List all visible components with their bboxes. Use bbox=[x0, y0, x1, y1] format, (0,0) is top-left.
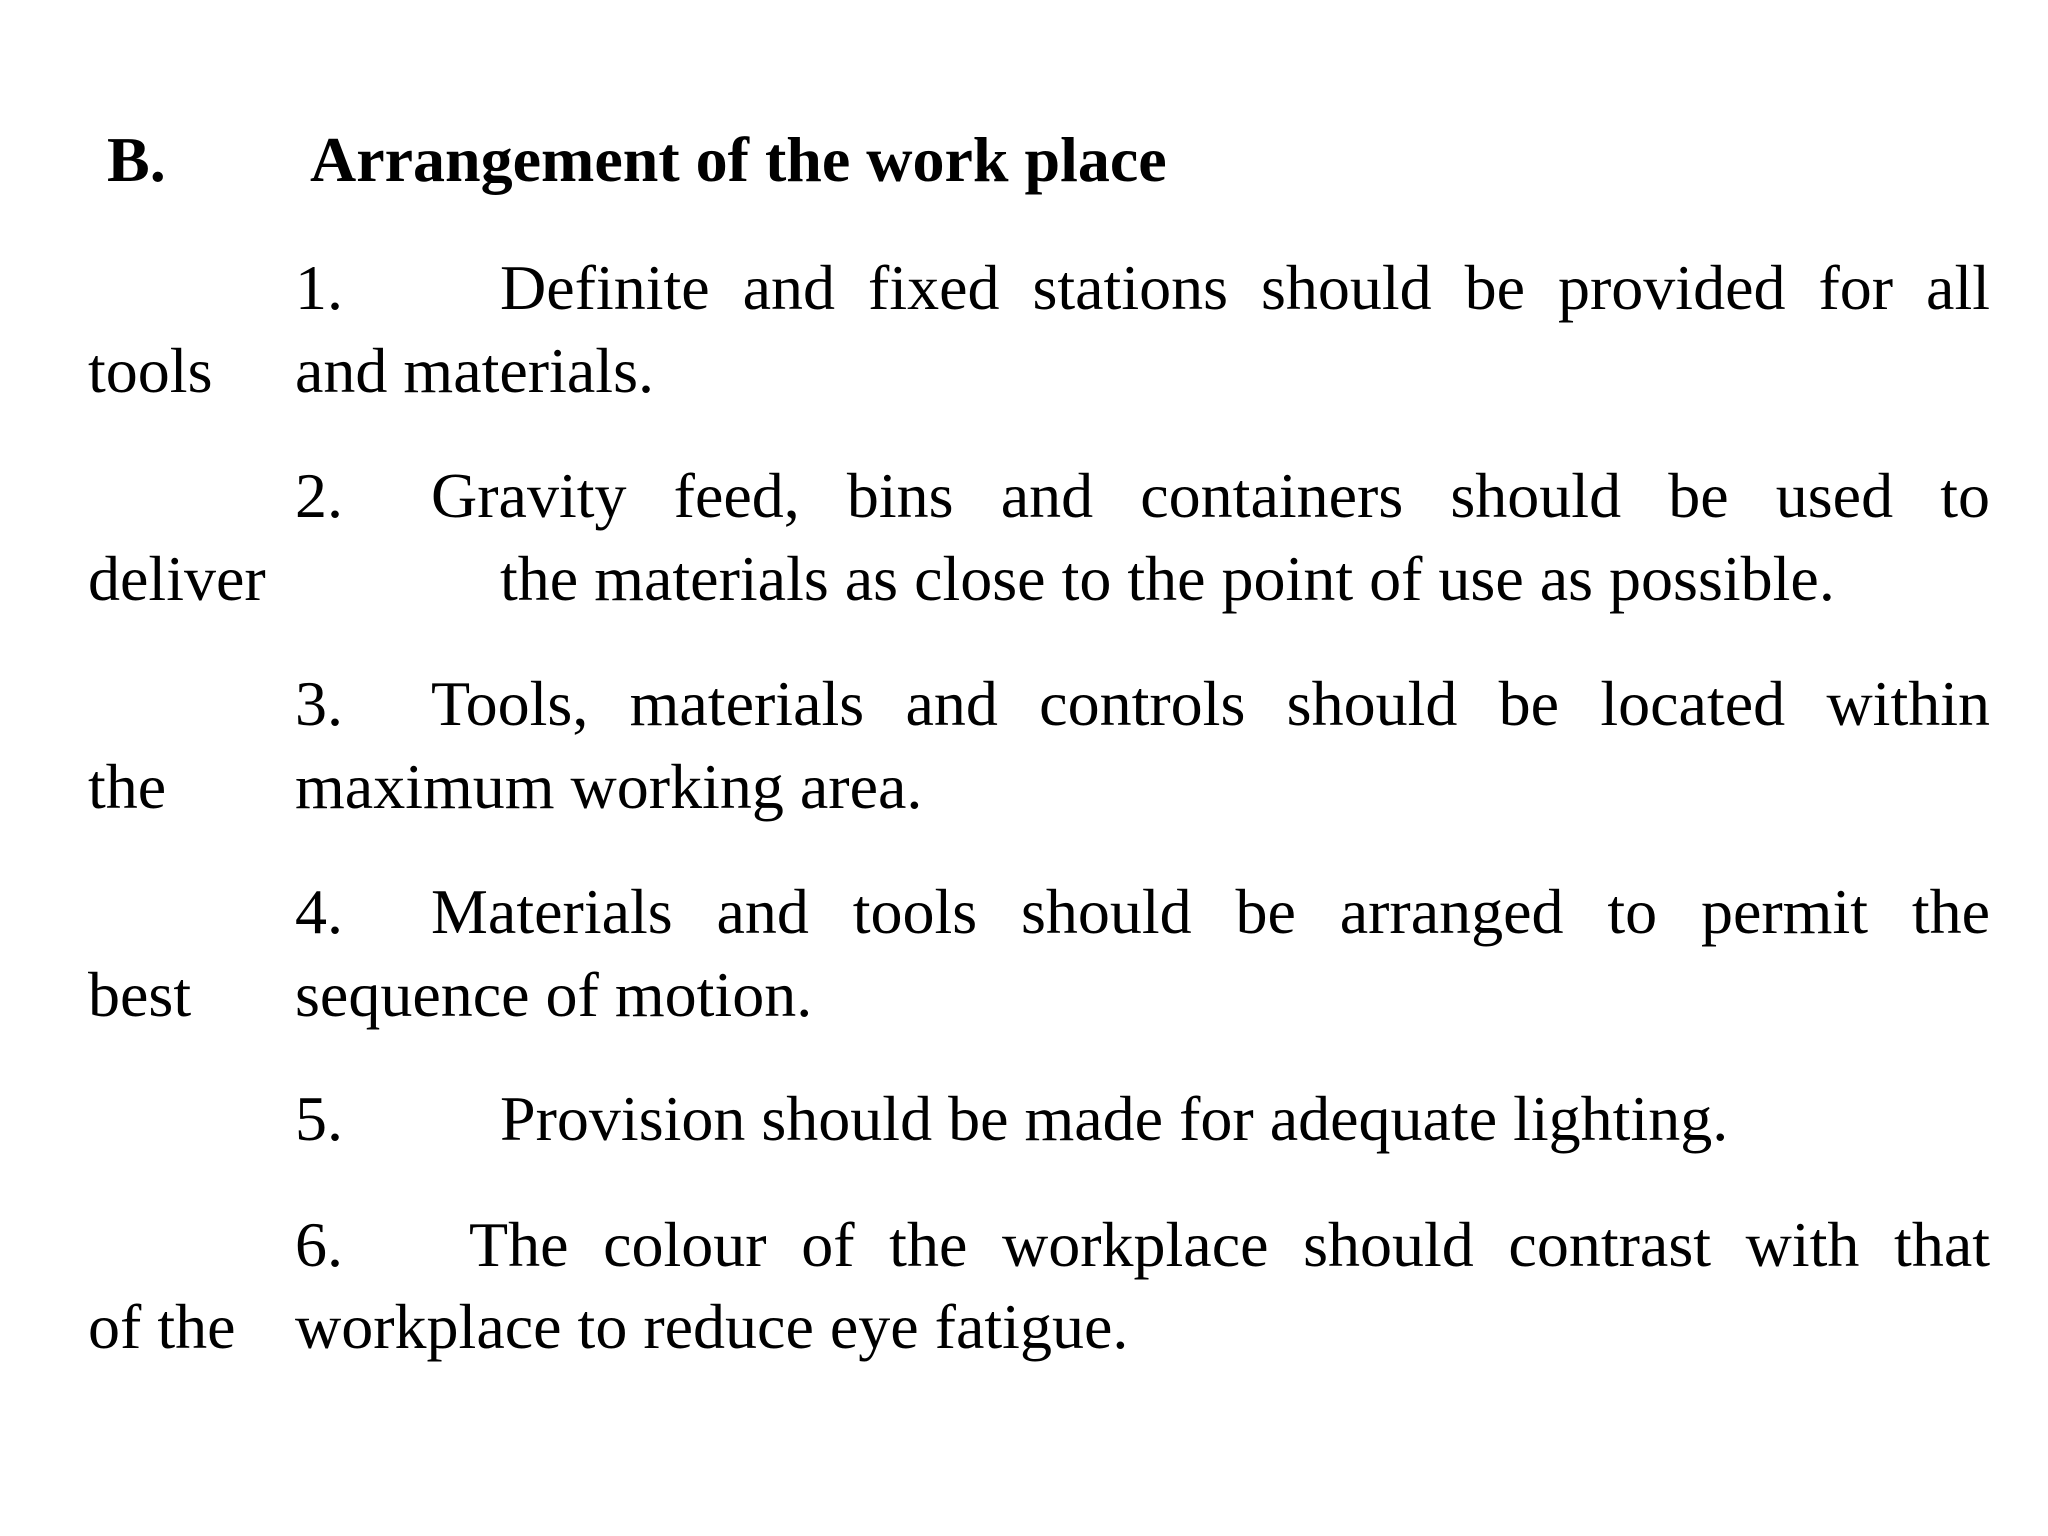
item-text-line-2: and materials. bbox=[295, 335, 654, 406]
item-carry-word: of the bbox=[88, 1291, 236, 1362]
item-text-line-1: Tools, materials and controls should be located within bbox=[431, 668, 1990, 739]
item-carry-word: best bbox=[88, 959, 192, 1030]
item-number: 5. bbox=[295, 1083, 343, 1154]
item-text-line-1: Definite and fixed stations should be provided for all bbox=[500, 252, 1990, 323]
item-carry-word: deliver bbox=[88, 543, 266, 614]
item-text-line-1: Gravity feed, bins and containers should be used to bbox=[431, 460, 1990, 531]
item-text-line-1: Provision should be made for adequate lighting. bbox=[500, 1083, 1729, 1154]
item-text-line-1: The colour of the workplace should contrast with that bbox=[469, 1209, 1990, 1280]
item-number: 6. bbox=[295, 1209, 343, 1280]
section-letter: B. bbox=[107, 124, 166, 195]
item-text-line-2: workplace to reduce eye fatigue. bbox=[295, 1291, 1129, 1362]
item-carry-word: tools bbox=[88, 335, 213, 406]
item-number: 1. bbox=[295, 252, 343, 323]
item-number: 4. bbox=[295, 876, 343, 947]
section-title: Arrangement of the work place bbox=[310, 124, 1167, 195]
item-carry-word: the bbox=[88, 751, 167, 822]
item-text-line-2: the materials as close to the point of use as possible. bbox=[500, 543, 1835, 614]
item-number: 3. bbox=[295, 668, 343, 739]
item-text-line-1: Materials and tools should be arranged to permit the bbox=[431, 876, 1990, 947]
item-number: 2. bbox=[295, 460, 343, 531]
item-text-line-2: maximum working area. bbox=[295, 751, 923, 822]
item-text-line-2: sequence of motion. bbox=[295, 959, 813, 1030]
